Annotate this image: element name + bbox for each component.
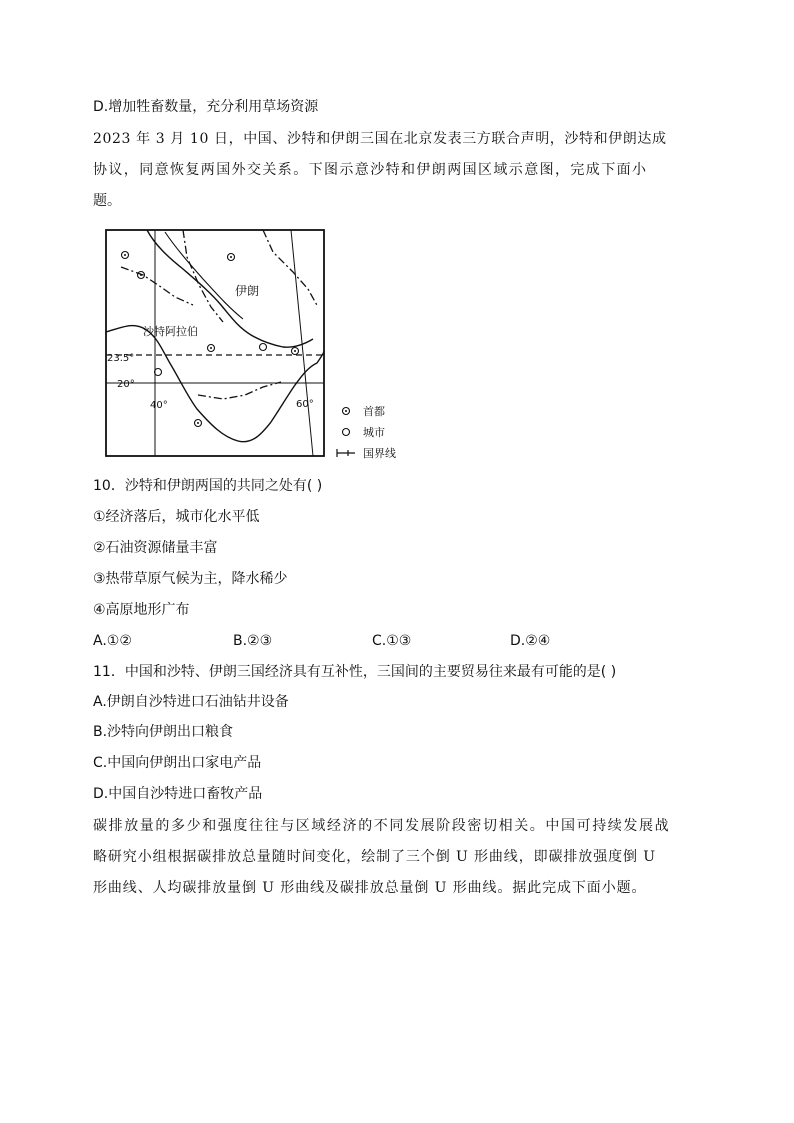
saudi-label: 沙特阿拉伯 [143,325,198,338]
legend-capital-label: 首都 [363,405,385,418]
q11-stem: 11．中国和沙特、伊朗三国经济具有互补性，三国间的主要贸易往来最有可能的是( ) [93,664,617,680]
option-d-prev: D.增加牲畜数量，充分利用草场资源 [93,99,319,115]
q11-option-b[interactable]: B.沙特向伊朗出口粮食 [93,724,234,740]
q11-option-d[interactable]: D.中国自沙特进口畜牧产品 [93,786,263,802]
lat-23-label: 23.5° [107,353,135,364]
q10-options [93,631,693,653]
q10-statement-1: ①经济落后，城市化水平低 [93,509,260,525]
legend-city-label: 城市 [363,426,385,439]
para-line-1: 碳排放量的多少和强度往往与区域经济的不同发展阶段密切相关。中国可持续发展战 [93,818,671,834]
intro-line-1: 2023 年 3 月 10 日，中国、沙特和伊朗三国在北京发表三方联合声明，沙特和伊朗达成 [93,131,667,147]
q10-option-b[interactable]: B.②③ [233,633,273,649]
q11-option-c[interactable]: C.中国向伊朗出口家电产品 [93,755,262,771]
intro-line-2: 协议，同意恢复两国外交关系。下图示意沙特和伊朗两国区域示意图，完成下面小 [93,162,648,178]
iran-label: 伊朗 [235,284,260,298]
lon-40-label: 40° [150,400,168,411]
region-map [103,227,413,463]
lat-20-label: 20° [117,379,135,390]
q11-option-a[interactable]: A.伊朗自沙特进口石油钻井设备 [93,694,289,710]
legend-city-icon [343,429,350,436]
q10-statement-3: ③热带草原气候为主，降水稀少 [93,571,288,587]
para-line-2: 略研究小组根据碳排放总量随时间变化，绘制了三个倒 U 形曲线，即碳排放强度倒 U [93,849,656,865]
q10-statement-2: ②石油资源储量丰富 [93,540,218,556]
map-frame [106,230,324,456]
para-line-3: 形曲线、人均碳排放量倒 U 形曲线及碳排放总量倒 U 形曲线。据此完成下面小题。 [93,880,647,896]
q10-option-a[interactable]: A.①② [93,633,132,649]
legend-border-label: 国界线 [363,447,396,460]
legend-border-icon [337,449,355,457]
q10-option-d[interactable]: D.②④ [510,633,551,649]
q10-statement-4: ④高原地形广布 [93,602,190,618]
q10-option-c[interactable]: C.①③ [372,633,412,649]
intro-line-3: 题。 [93,193,121,209]
lon-60-label: 60° [296,399,314,410]
q10-stem: 10．沙特和伊朗两国的共同之处有( ) [93,478,323,494]
